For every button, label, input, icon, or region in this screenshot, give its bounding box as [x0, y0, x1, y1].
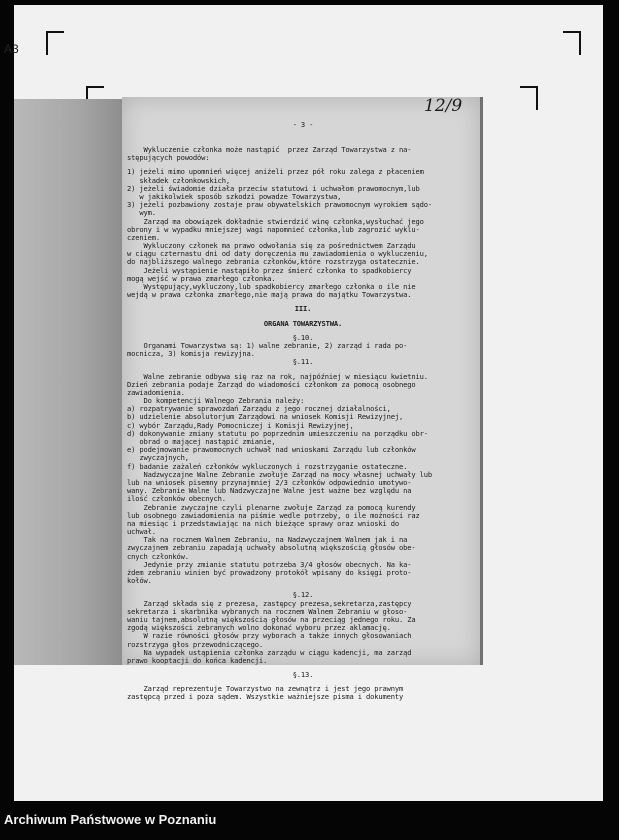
text-line: na miesiąc i przedstawiając na nich bieżące sprawy oraz wnioski do [127, 518, 399, 528]
text-line: Do kompetencji Walnego Zebrania należy: [127, 396, 305, 406]
text-line: Zarząd ma obowiązek dokładnie stwierdzić winę członka,wysłuchać jego [127, 216, 424, 226]
text-line: f) badanie zażaleń członków wykluczonych i rozstrzyganie ostateczne. [127, 461, 408, 471]
text-line: Tak na rocznem Walnem Zebraniu, na Nadzwyczajnem Walnem jak i na [127, 535, 408, 545]
text-line: a) rozpatrywanie sprawozdań Zarządu z jego rocznej działalności, [127, 404, 391, 414]
text-line: ORGANA TOWARZYSTWA. [263, 318, 343, 328]
text-line: ilość członków obecnych. [127, 494, 226, 504]
text-line: III. [294, 304, 312, 314]
text-line: W razie równości głosów przy wyborach a także innych głosowaniach [127, 631, 412, 641]
text-line: zastępcą przed i poza sądem. Wszystkie ważniejsze pisma i dokumenty [127, 692, 404, 702]
handwritten-note: 12/9 [424, 96, 463, 116]
text-line: waniu tajnem,absolutną większością głosów na przeciąg jednego roku. Za [127, 614, 416, 624]
text-line: żdem zebraniu winien być prowadzony protokół wpisany do księgi proto- [127, 568, 412, 577]
facing-page-shadow [14, 99, 122, 665]
text-line: 1) jeżeli mimo upomnień więcej aniżeli przez pół roku zalega z płaceniem [127, 167, 424, 177]
text-line: lub osobnego zawiadomienia na piśmie wedle potrzeby, o ile możności raz [127, 510, 420, 520]
text-line: w jakikolwiek sposób szkodzi powadze Towarzystwa, [127, 191, 342, 201]
text-line: Jeżeli wystąpienie nastąpiło przez śmierć członka to spadkobiercy [127, 265, 412, 275]
text-line: §.13. [292, 670, 314, 680]
text-line: Na wypadek ustąpienia członka zarządu w ciągu kadencji, ma zarząd [127, 647, 412, 657]
text-line: 3) jeżeli pozbawiony zostaje praw obywatelskich prawomocnym wyrokiem sądo- [127, 200, 432, 210]
text-line: zwyczajnych, [127, 453, 189, 463]
text-line: cnych członków. [127, 551, 189, 561]
text-line: 2) jeżeli świadomie działa przeciw statutowi i uchwałom prawomocnym,lub [127, 183, 420, 193]
document-lines [127, 146, 479, 702]
text-line: Zarząd składa się z prezesa, zastępcy prezesa,sekretarza,zastępcy [127, 598, 412, 608]
text-line: sekretarza i skarbnika wybranych na rocznem Walnem Zebraniu w głoso- [127, 606, 408, 616]
text-line: uchwał. [127, 527, 156, 537]
text-line: obrony i w wypadku mniejszej wagi napomnieć członka,lub zagrozić wyklu- [127, 224, 420, 234]
text-line: Występujący,wykluczony,lub spadkobiercy zmarłego członka o ile nie [127, 282, 416, 291]
corner-mark-top-left [46, 31, 64, 55]
text-line: b) udzielenie absolutorjum Zarządowi na wniosek Komisji Rewizyjnej, [127, 412, 404, 422]
text-line: składek członkowskich, [127, 175, 231, 185]
text-line: Walne zebranie odbywa się raz na rok, najpóźniej w miesiącu kwietniu. [127, 371, 428, 381]
text-line: Dzień zebrania podaje Zarząd do wiadomości członkom za pomocą osobnego [127, 379, 416, 389]
text-line: w ciągu czternastu dni od daty doręczenia mu zawiadomienia o wykluczeniu, [127, 249, 428, 259]
text-line: zgodą większości zebranych wolno dokonać wyboru przez aklamację. [127, 623, 391, 633]
text-line: §.12. [292, 590, 314, 600]
text-line: zwyczajnem zebraniu zapadają uchwały absolutną większością głosów obe- [127, 543, 416, 553]
text-line: Wykluczenie członka może nastąpić przez Zarząd Towarzystwa z na- [127, 145, 412, 154]
document-text [127, 105, 479, 718]
text-line: zawiadomienia. [127, 387, 185, 397]
text-line: stępujących powodów: [127, 153, 210, 163]
text-line: kołów. [127, 576, 152, 586]
document-page [122, 97, 480, 702]
text-line: Wykluczony członek ma prawo odwołania się za pośrednictwem Zarządu [127, 241, 416, 251]
text-line: Zarząd reprezentuje Towarzystwo na zewnątrz i jest jego prawnym [127, 684, 404, 694]
text-line: do najbliższego walnego zebrania członków,które rozstrzyga ostatecznie. [127, 257, 420, 267]
text-line: §.11. [292, 357, 314, 367]
text-line: c) wybór Zarządu,Rady Pomocniczej i Komisji Rewizyjnej, [127, 420, 354, 430]
text-line: obrad o mającej nastąpić zmianie, [127, 437, 276, 446]
text-line: e) podejmowanie prawomocnych uchwał nad wnioskami Zarządu lub członków [127, 445, 416, 455]
text-line: Organami Towarzystwa są: 1) walne zebranie, 2) zarząd i rada po- [127, 340, 408, 350]
frame-code: A3 [4, 42, 19, 56]
page-number: - 3 - [292, 120, 314, 130]
corner-mark-page-right [520, 86, 538, 110]
text-line: Zebranie zwyczajne czyli plenarne zwołuje Zarząd za pomocą kurendy [127, 502, 416, 512]
text-line: wejdą w prawa członka zmarłego,nie mają prawa do majątku Towarzystwa. [127, 290, 412, 300]
text-line: d) dokonywanie zmiany statutu po poprzednim umieszczeniu na porządku obr- [127, 428, 428, 438]
page-edge [480, 97, 483, 665]
text-line: lub na wniosek pisemny przynajmniej 2/3 członków odpowiednio umotywo- [127, 477, 412, 487]
text-line: Jedynie przy zmianie statutu potrzeba 3/4 głosów obecnych. Na ka- [127, 559, 412, 569]
text-line: rozstrzyga głos przewodniczącego. [127, 639, 263, 649]
text-line: czeniem. [127, 232, 160, 242]
text-line: prawo kooptacji do końca kadencji. [127, 655, 268, 665]
text-line: wany. Zebranie Walne lub Nadzwyczajne Walne jest ważne bez względu na [127, 486, 412, 496]
text-line: mogą wejść w prawa zmarłego członka. [127, 273, 276, 283]
archive-name: Archiwum Państwowe w Poznaniu [4, 812, 217, 827]
text-line: mocnicza, 3) komisja rewizyjna. [127, 349, 255, 359]
text-line: wym. [127, 208, 156, 218]
text-line: §.10. [292, 332, 314, 342]
corner-mark-top-right [563, 31, 581, 55]
text-line: Nadzwyczajne Walne Zebranie zwołuje Zarząd na mocy własnej uchwały lub [127, 469, 432, 479]
